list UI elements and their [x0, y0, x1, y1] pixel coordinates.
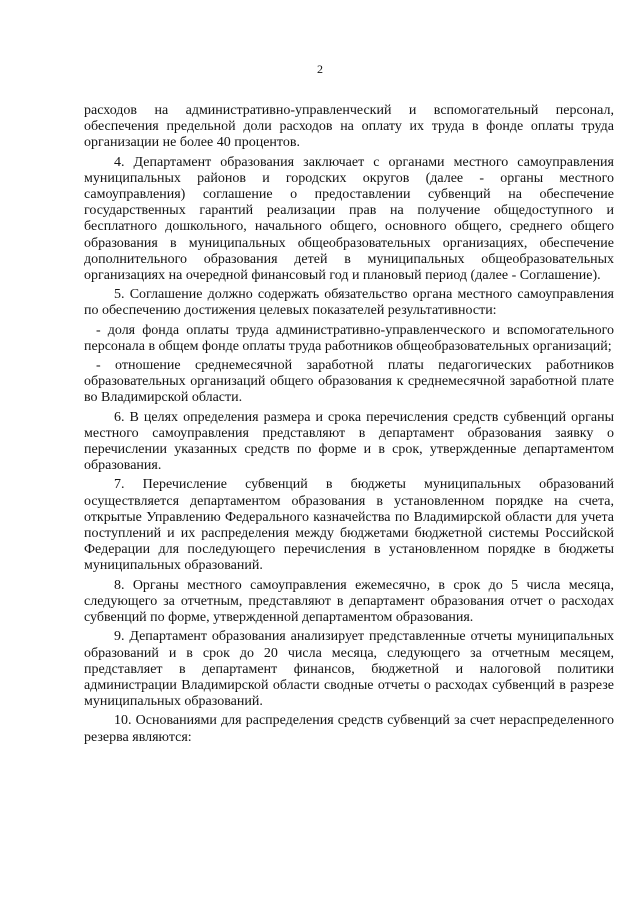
paragraph-dash-1: - доля фонда оплаты труда административно-управленческого и вспомогательного персонала в общем фонде оплаты труда работников общеобразовательных организаций; [84, 322, 614, 354]
document-body [84, 103, 614, 749]
paragraph-item-7: 7. Перечисление субвенций в бюджеты муниципальных образований осуществляется департаментом образования в установленном порядке на счета, открытые Управлению Федерального казначейства по Владимирской области для учета поступлений и их распределения между бюджетами бюджетной системы Российской Федерации для последующего перечисления в установленном порядке в бюджеты муниципальных образований. [84, 477, 614, 574]
paragraph-item-6: 6. В целях определения размера и срока перечисления средств субвенций органы местного самоуправления представляют в департамент образования заявку о перечислении указанных средств по форме и в срок, утвержденные департаментом образования. [84, 409, 614, 474]
paragraph-item-4: 4. Департамент образования заключает с органами местного самоуправления муниципальных районов и городских округов (далее - органы местного самоуправления) соглашение о предоставлении субвенций на обеспечение государственных гарантий реализации прав на получение общедоступного и бесплатного дошкольного, начального общего, основного общего, среднего общего образования в муниципальных общеобразовательных организациях, обеспечение дополнительного образования детей в муниципальных общеобразовательных организациях на очередной финансовый год и плановый период (далее - Соглашение). [84, 154, 614, 284]
paragraph-item-5: 5. Соглашение должно содержать обязательство органа местного самоуправления по обеспечению достижения целевых показателей результативности: [84, 287, 614, 319]
paragraph-dash-2: - отношение среднемесячной заработной платы педагогических работников образовательных организаций общего образования к среднемесячной заработной плате во Владимирской области. [84, 358, 614, 406]
page-number: 2 [317, 62, 323, 76]
paragraph-item-9: 9. Департамент образования анализирует представленные отчеты муниципальных образований и в срок до 20 числа месяца, следующего за отчетным месяцем, представляет в департамент финансов, бюджетной и налоговой политики администрации Владимирской области сводные отчеты о расходах субвенций в разрезе муниципальных образований. [84, 629, 614, 710]
paragraph-item-10: 10. Основаниями для распределения средств субвенций за счет нераспределенного резерва являются: [84, 713, 614, 745]
paragraph-continuation: расходов на административно-управленческий и вспомогательный персонал, обеспечения предельной доли расходов на оплату их труда в фонде оплаты труда организации не более 40 процентов. [84, 103, 614, 151]
paragraph-item-8: 8. Органы местного самоуправления ежемесячно, в срок до 5 числа месяца, следующего за отчетным, представляют в департамент образования отчет о расходах субвенций по форме, утвержденной департаментом образования. [84, 577, 614, 626]
